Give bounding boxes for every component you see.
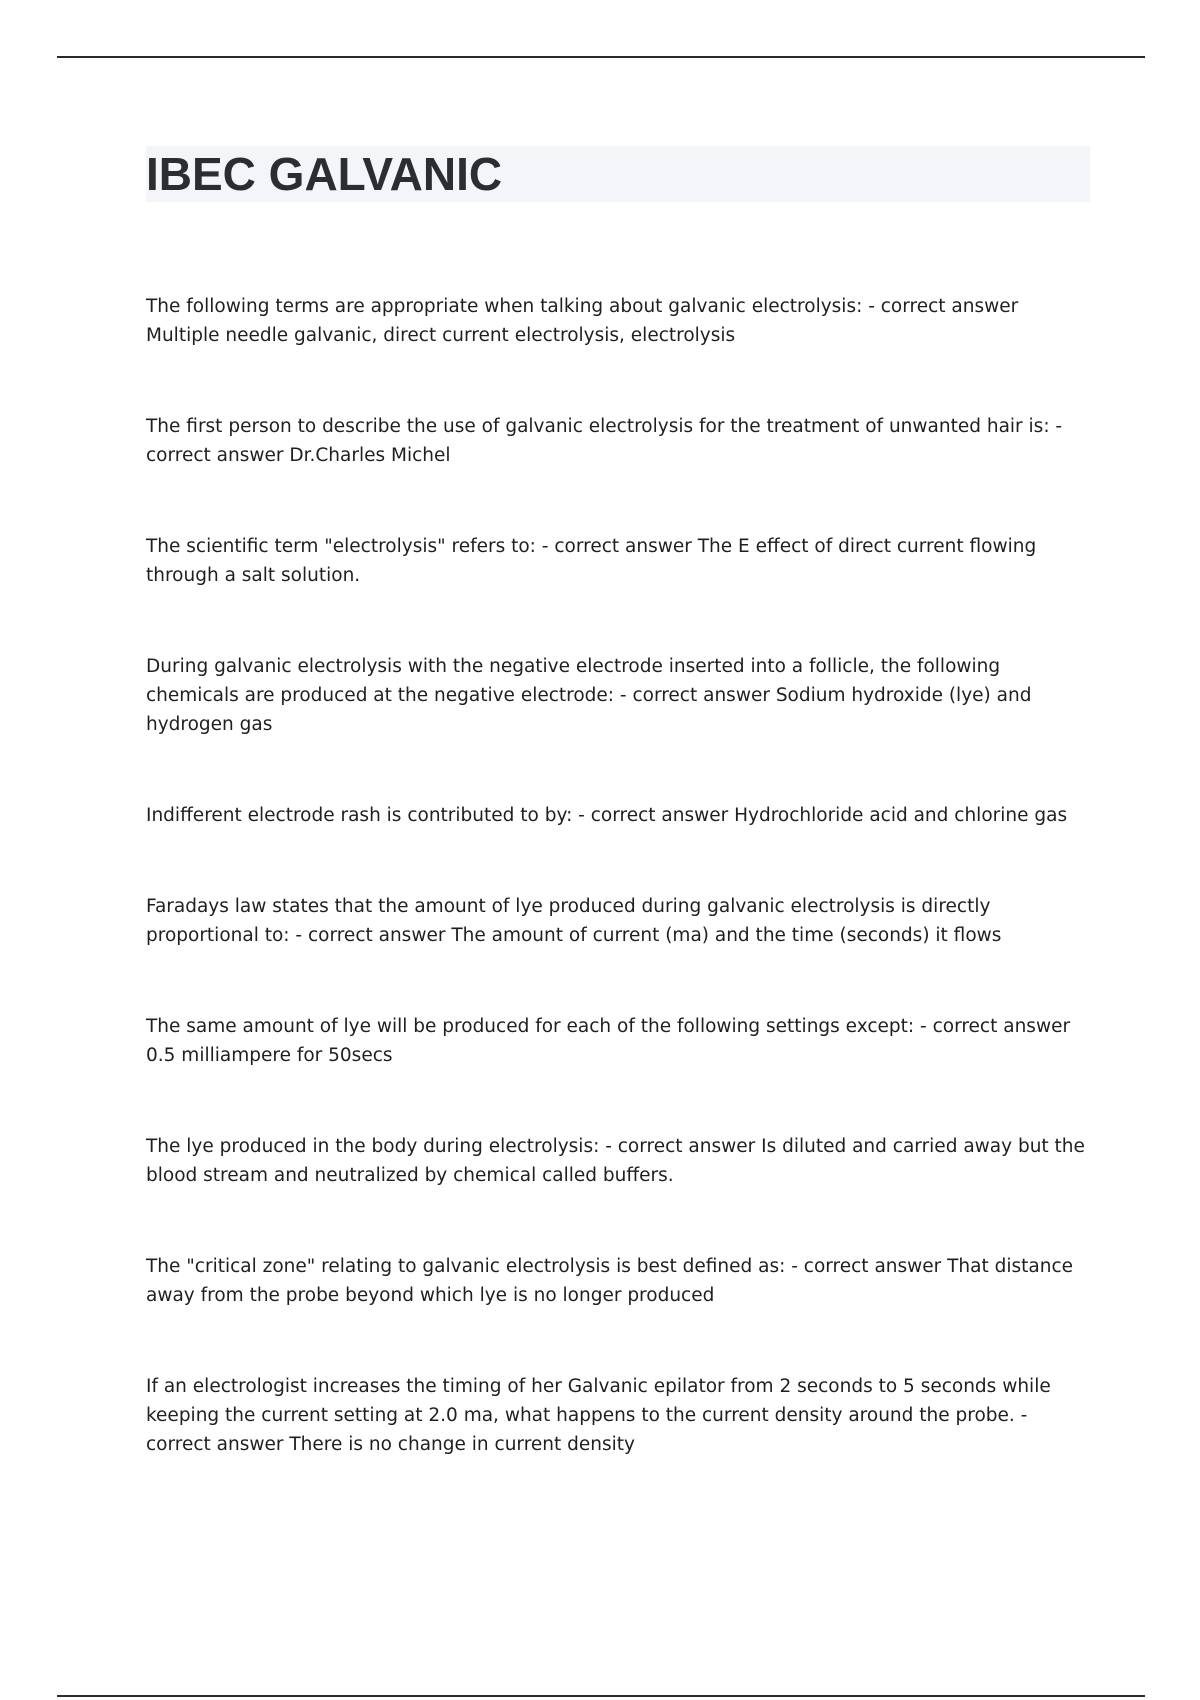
qa-item: The same amount of lye will be produced for each of the following settings except: - correct answer 0.5 milliampere for 50secs <box>146 1016 1071 1066</box>
qa-item: Indifferent electrode rash is contributed to by: - correct answer Hydrochloride acid and chlorine gas <box>146 805 1068 826</box>
qa-item: The first person to describe the use of galvanic electrolysis for the treatment of unwanted hair is: - correct answer Dr.Charles Michel <box>146 416 1063 466</box>
qa-item: The "critical zone" relating to galvanic electrolysis is best defined as: - correct answer That distance away from the probe beyond which lye is no longer produced <box>146 1256 1074 1306</box>
qa-item: The lye produced in the body during electrolysis: - correct answer Is diluted and carried away but the blood stream and neutralized by chemical called buffers. <box>146 1136 1085 1186</box>
qa-item: During galvanic electrolysis with the negative electrode inserted into a follicle, the following chemicals are produced at the negative electrode: - correct answer Sodium hydroxide (lye) and hydrogen gas <box>146 656 1032 735</box>
top-rule <box>57 56 1145 58</box>
qa-item: The following terms are appropriate when talking about galvanic electrolysis: - correct answer Multiple needle galvanic, direct current electrolysis, electrolysis <box>146 296 1019 346</box>
qa-item: Faradays law states that the amount of lye produced during galvanic electrolysis is directly proportional to: - correct answer The amount of current (ma) and the time (seconds) it flows <box>146 896 1002 946</box>
qa-item: The scientific term "electrolysis" refers to: - correct answer The E effect of direct current flowing through a salt solution. <box>146 536 1037 586</box>
page-title: IBEC GALVANIC <box>146 148 503 200</box>
question-answer-list <box>146 292 1090 1459</box>
bottom-rule <box>57 1695 1145 1697</box>
qa-item: If an electrologist increases the timing of her Galvanic epilator from 2 seconds to 5 seconds while keeping the current setting at 2.0 ma, what happens to the current density around the probe. - correct answer There is no change in current density <box>146 1376 1051 1455</box>
